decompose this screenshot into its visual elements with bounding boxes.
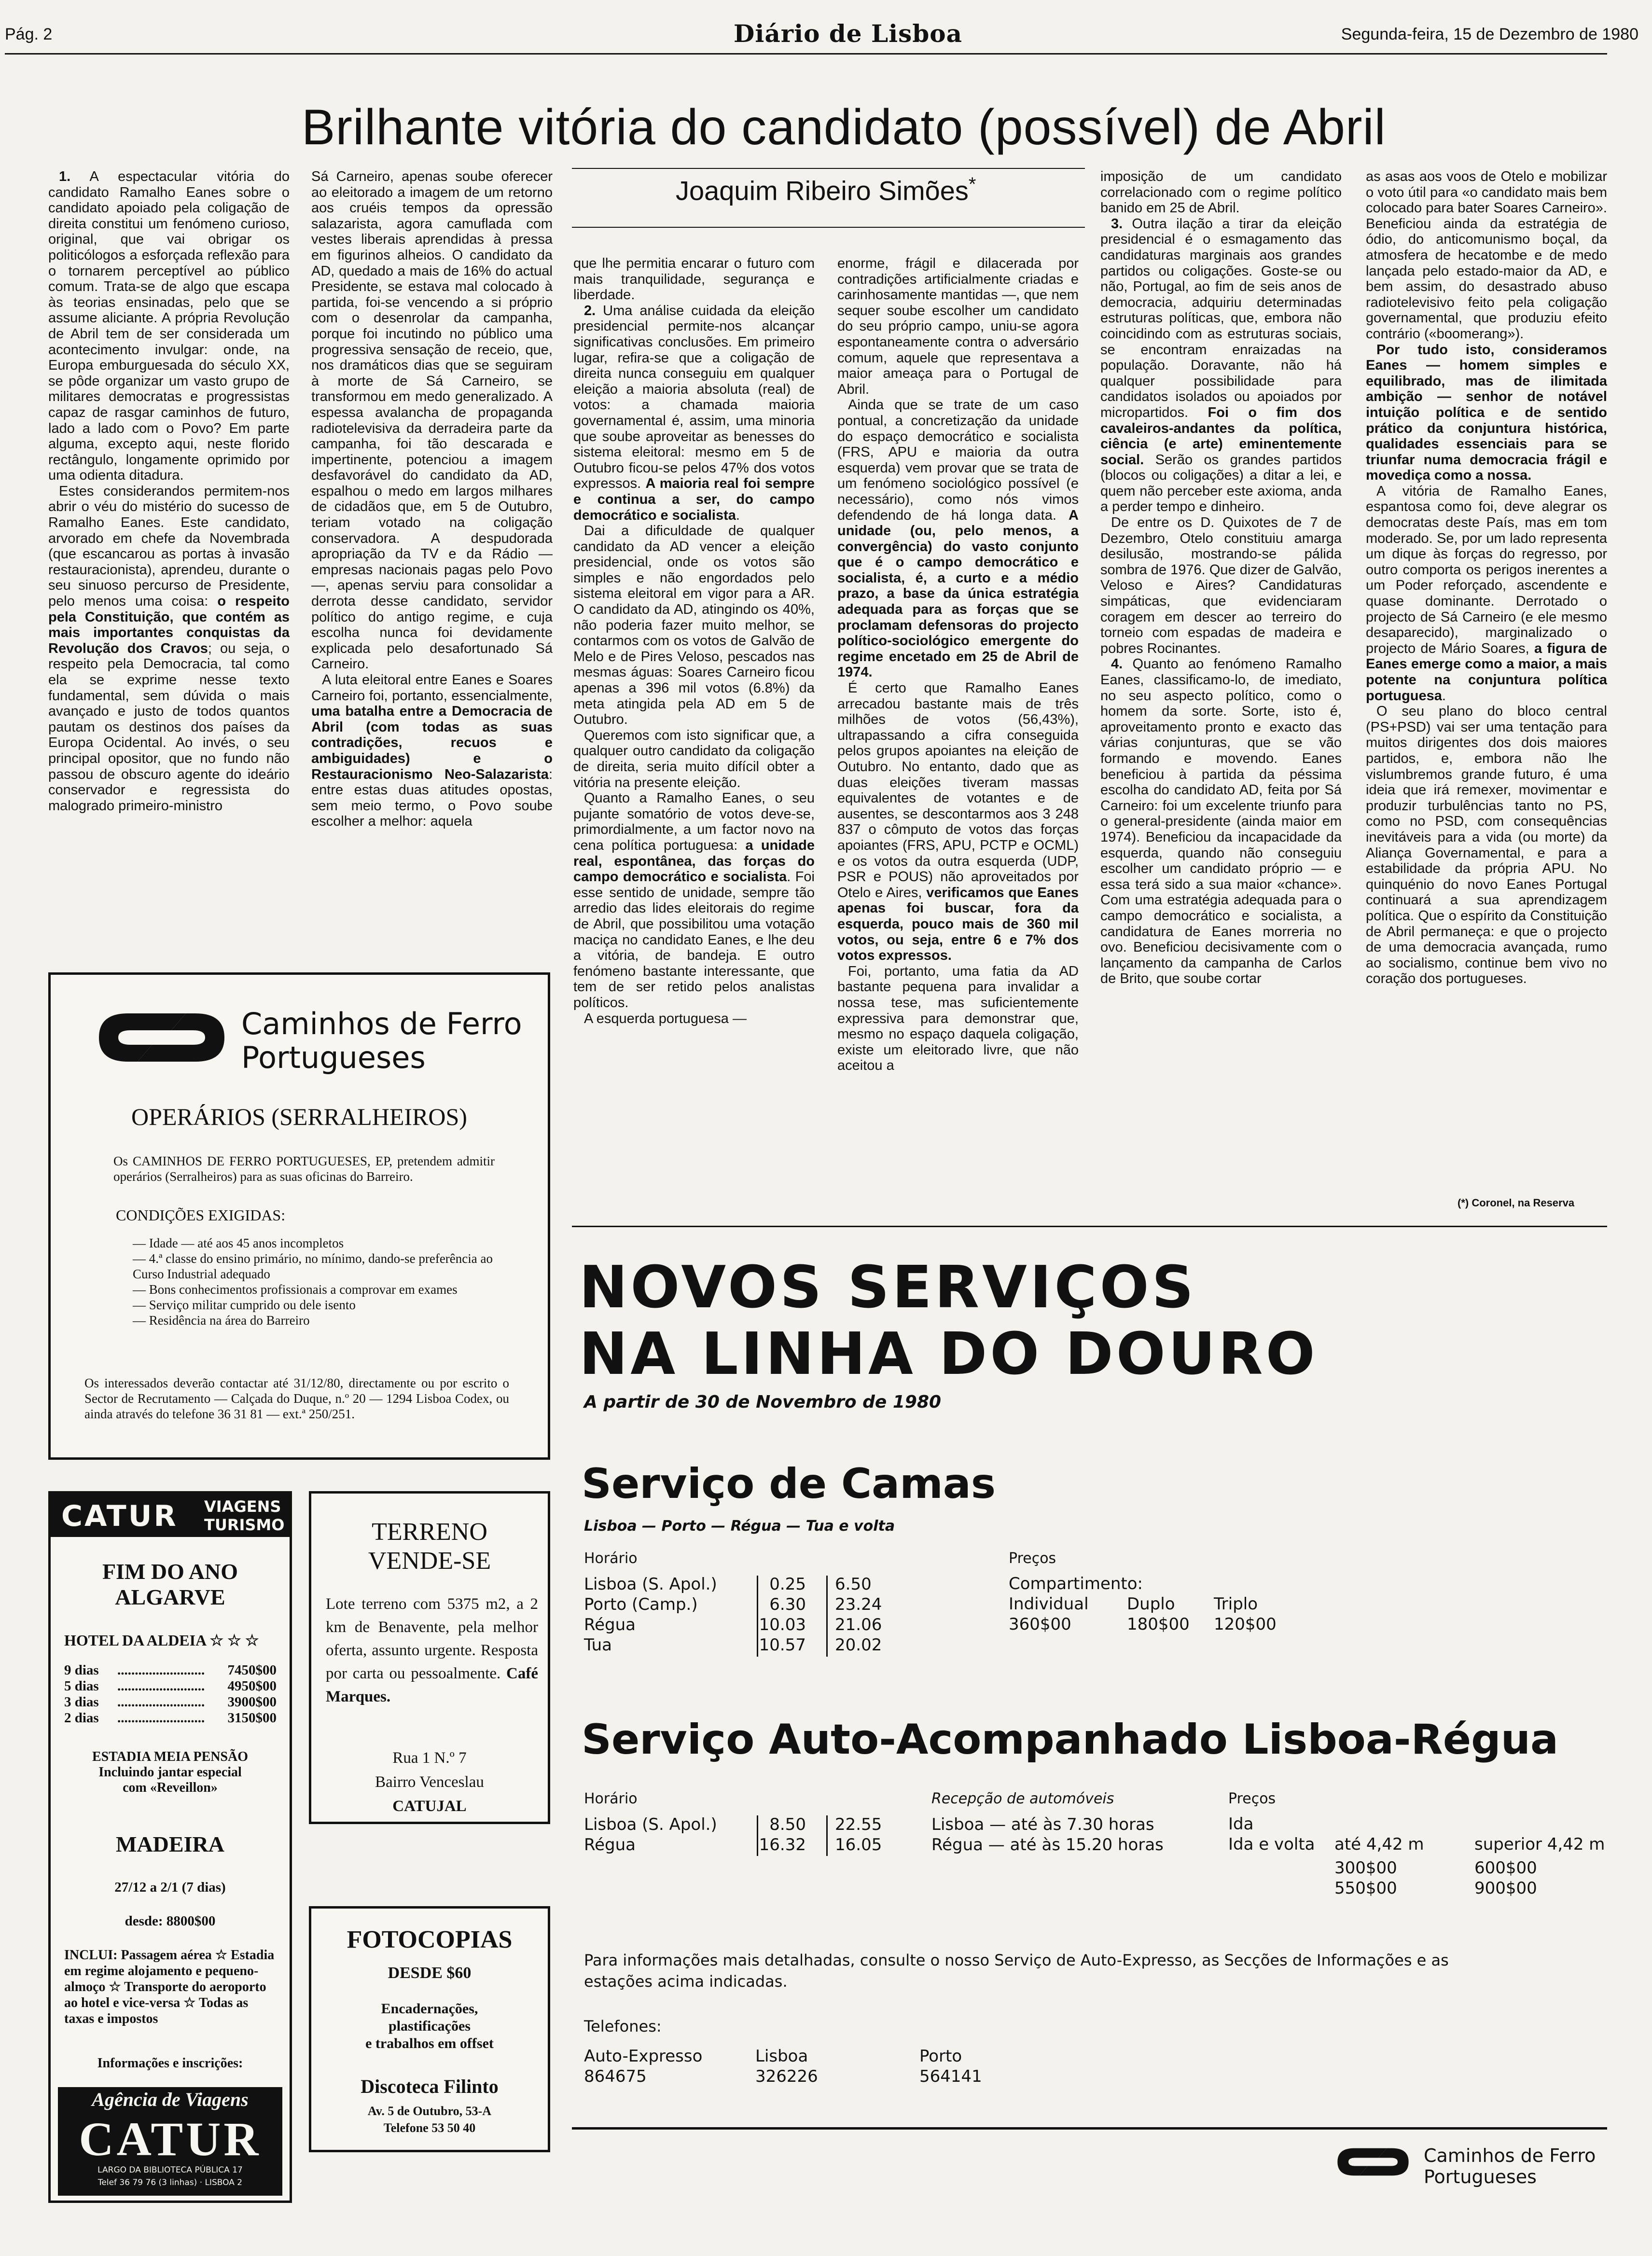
paragraph: as asas aos voos de Otelo e mobilizar o voto útil para «o candidato mais bem colocado para bater Soares Carneiro». Beneficiou ainda da estratégia de ódio, do anticomunismo boçal, da atmosfera de hecatombe e de medo lançada pelo estado-maior da AD, e bem assim, do desastrado abuso radiotelevisivo feito pela coligação governamental, que produziu efeito contrário («boomerang»). (1366, 169, 1607, 342)
catur-price: 4950$00 (227, 1678, 277, 1694)
catur-stay1: ESTADIA MEIA PENSÃO (92, 1749, 249, 1764)
terreno-addr3: CATUJAL (392, 1798, 467, 1815)
paragraph: De entre os D. Quixotes de 7 de Dezembro, Otelo constituiu amarga desilusão, mostrando-se pálida sombra de 1976. Que dizer de Galvão, Veloso e Aires? Candidaturas simpáticas, que evidenciaram coragem em descer ao terreiro do torneio com espadas de madeira e pobres Rocinantes. (1100, 515, 1342, 656)
phone-list (584, 2046, 982, 2087)
compart-price: 180$00 (1127, 1615, 1190, 1634)
station: Lisboa (S. Apol.) (584, 1815, 717, 1834)
ad-catur (48, 1491, 292, 2203)
paragraph: 2. Uma análise cuidada da eleição presidencial permite-nos alcançar significativas conclusões. Em primeiro lugar, refira-se que a coligação de direita nunca conseguiu em qualquer eleição a maioria absoluta (real) de votos: a chamada maioria governamental é, assim, uma minoria que soube aproveitar as benesses do sistema eleitoral: mesmo em 5 de Outubro ficou-se pelos 47% dos votos expressos. A maioria real foi sempre e continua a ser, do campo democrático e socialista. (573, 303, 815, 523)
article-column-6 (1366, 169, 1607, 987)
masthead: Diário de Lisboa (734, 19, 963, 48)
compart-prices (1009, 1615, 1301, 1634)
service1: Encadernações, (381, 2001, 478, 2017)
camas-timetable (584, 1574, 888, 1655)
terreno-text: Lote terreno com 5375 m2, a 2 km de Benavente, pela melhor oferta, assunto urgente. Resposta por carta ou pessoalmente. (326, 1595, 538, 1682)
paragraph: 1. A espectacular vitória do candidato Ramalho Eanes sobre o candidato apoiado pela coligação de direita constitui um fenómeno curioso, original, que vai obrigar os politicólogos a esforçada reflexão para o tornarem perceptível ao público comum. Trata-se de algo que escapa às teorias ensinadas, pelo que se assume aliciante. A própria Revolução de Abril tem de ser considerada um acontecimento invulgar: onde, na Europa emburguesada do século XX, se pôde organizar um vasto grupo de militares democratas e progressistas capaz de rasgar caminhos de futuro, lado a lado com o Povo? Em parte alguma, excepto aqui, neste florido rectângulo, longamente oprimido por uma odienta ditadura. (48, 169, 290, 484)
compart-type: Individual (1009, 1594, 1089, 1614)
station: Régua (584, 1835, 636, 1855)
station: Tua (584, 1635, 612, 1655)
cp-brand-line1: Caminhos de Ferro (241, 1006, 522, 1041)
leader-dots: ......................... (117, 1710, 205, 1726)
article-headline: Brilhante vitória do candidato (possível) de Abril (302, 99, 1386, 155)
paragraph: A esquerda portuguesa — (584, 1010, 747, 1026)
conditions-list (133, 1235, 500, 1328)
timetable-row (584, 1814, 888, 1835)
douro-title2: NA LINHA DO DOURO (579, 1321, 1318, 1388)
auto-price: 600$00 (1474, 1858, 1537, 1878)
camas-horario-label: Horário (584, 1550, 638, 1567)
compart-price: 360$00 (1009, 1615, 1071, 1634)
compart-label: Compartimento: (1009, 1574, 1143, 1593)
compart-type: Duplo (1127, 1594, 1175, 1614)
emphasis: 1. (59, 169, 71, 184)
conditions-title: CONDIÇÕES EXIGIDAS: (116, 1206, 286, 1224)
phone-name: Auto-Expresso (584, 2047, 703, 2066)
condition-item: — 4.ª classe do ensino primário, no mínimo, dando-se preferência ao Curso Industrial adequado (133, 1251, 493, 1281)
catur-days: 2 dias (64, 1710, 99, 1726)
compart-types (1009, 1594, 1301, 1614)
fotocopias-services (311, 2000, 548, 2052)
timetable-arrow-up (826, 1576, 828, 1657)
emphasis: 4. (1111, 656, 1123, 672)
article-column-5 (1100, 169, 1342, 987)
catur-days: 3 dias (64, 1694, 99, 1710)
terreno-body (326, 1592, 538, 1708)
emphasis: A unidade (ou, pelo menos, a convergência) do vasto conjunto que é o campo democrático e socialista, é, a curto e a médio prazo, a base da única estratégia adequada para as forças que se proclamam defensoras do projecto político-sociológico emergente do regime encetado em 25 de Abril de 1974. (837, 507, 1079, 680)
catur-days: 9 dias (64, 1662, 99, 1678)
emphasis: o respeito pela Constituição, que contém as mais importantes conquistas da Revolução dos Cravos (48, 594, 290, 656)
paragraph: 4. Quanto ao fenómeno Ramalho Eanes, classificamo-lo, de imediato, no seu aspecto político, como o homem da sorte. Sorte, isto é, aproveitamento pronto e exacto das várias conjunturas, que se vão formando e movendo. Eanes beneficiou à partida da péssima escolha do candidato AD, feita por Sá Carneiro: foi um excelente triunfo para o general-presidente (ainda maior em 1974). Beneficiou da incapacidade da esquerda, quando não conseguiu escolher um candidato próprio — e essa terá sido a sua maior «chance». Com uma estratégia adequada para o campo democrático e socialista, a candidatura de Eanes morreria no ovo. Beneficiou decisivamente com o lançamento da campanha de Carlos de Brito, que soube cortar (1100, 656, 1342, 987)
catur-stay2: Incluindo jantar especial (98, 1765, 242, 1780)
article-column-2 (311, 169, 553, 830)
timetable-row (584, 1615, 888, 1635)
emphasis: a unidade real, espontânea, das forças do campo democrático e socialista (573, 837, 815, 885)
ad-cp-jobs (48, 972, 550, 1460)
time-out: 0.25 (769, 1575, 806, 1594)
douro-brand-line2: Portugueses (1424, 2166, 1537, 2187)
camas-route: Lisboa — Porto — Régua — Tua e volta (584, 1518, 895, 1535)
phone-entry (755, 2046, 919, 2087)
recepcao-list (931, 1814, 1164, 1855)
tel-label: Telefones: (584, 2017, 662, 2035)
douro-subtitle: A partir de 30 de Novembro de 1980 (584, 1392, 942, 1412)
terreno-addr1: Rua 1 N.º 7 (392, 1749, 467, 1767)
catur-price-list (64, 1662, 277, 1726)
paragraph: O seu plano do bloco central (PS+PSD) vai ser uma tentação para muitos dirigentes dos dois maiores partidos, e, embora não lhe vislumbremos grande futuro, é uma ideia que irá remexer, movimentar e produzir turbulências tanto no PS, como no PSD, com consequências inevitáveis para a vida (ou morte) da Aliança Governamental, e para a estabilidade da própria APU. No quinquénio do novo Eanes Portugal continuará a sua aprendizagem política. Que o espírito da Constituição de Abril permaneça: e que o projecto de uma democracia avançada, rumo ao socialismo, continue bem vivo no coração dos portugueses. (1366, 704, 1607, 987)
cp-logo-icon (89, 1004, 234, 1071)
emphasis: 3. (1111, 216, 1123, 232)
timetable-row (584, 1635, 888, 1655)
auto-ida-label: Ida (1228, 1814, 1254, 1834)
douro-brand-line1: Caminhos de Ferro (1424, 2145, 1596, 2166)
catur-price-row (64, 1678, 277, 1694)
phone-number: 564141 (919, 2067, 982, 2086)
terreno-title1: TERRENO (372, 1518, 487, 1546)
catur-hotel: HOTEL DA ALDEIA ☆ ☆ ☆ (64, 1632, 259, 1649)
catur-madeira: MADEIRA (116, 1832, 224, 1856)
timetable-row (584, 1835, 888, 1855)
timetable-arrow-down (757, 1576, 758, 1657)
auto-price: 550$00 (1334, 1879, 1397, 1898)
catur-madeira-dates: 27/12 a 2/1 (7 dias) (114, 1880, 226, 1895)
article-column-1 (48, 169, 290, 814)
time-out: 16.32 (759, 1835, 806, 1855)
auto-price-row (1334, 1858, 1537, 1878)
station: Porto (Camp.) (584, 1595, 698, 1614)
catur-price: 3150$00 (227, 1710, 277, 1726)
byline-mark: * (968, 174, 976, 195)
station: Régua (584, 1615, 636, 1634)
paragraph (1366, 342, 1607, 484)
paragraph: A luta eleitoral entre Eanes e Soares Carneiro foi, portanto, essencialmente, uma batalha entre a Democracia de Abril (com todas as suas contradições, recuos e ambiguidades) e o Restauracionismo Neo-Salazarista: entre estas duas atitudes opostas, sem meio termo, o Povo soube escolher a melhor: aquela (311, 672, 553, 830)
ad-fotocopias (309, 1906, 550, 2152)
phone-entry (584, 2046, 755, 2087)
timetable-arrow-down (757, 1815, 758, 1856)
condition-item: — Residência na área do Barreiro (133, 1313, 310, 1328)
paragraph: É certo que Ramalho Eanes arrecadou bastante mais de três milhões de votos (56,43%), ultrapassando a cifra conseguida pelos grupos apoiantes na eleição de Outubro. No entanto, dado que as duas eleições tiveram massas equivalentes de votantes e de ausentes, se descontarmos aos 3 248 837 o cômputo de votos das forças apoiantes (FRS, APU, PCTP e OCML) e os votos da outra esquerda (UDP, PSR e POUS) não aproveitados por Otelo e Aires, verificamos que Eanes apenas foi buscar, fora da esquerda, pouco mais de 360 mil votos, ou seja, entre 6 e 7% dos votos expressos. (837, 680, 1079, 964)
auto-timetable (584, 1814, 888, 1855)
footnote: (*) Coronel, na Reserva (1458, 1197, 1575, 1209)
condition-item: — Serviço militar cumprido ou dele isento (133, 1298, 356, 1312)
catur-price: 3900$00 (227, 1694, 277, 1710)
time-ret: 21.06 (835, 1615, 882, 1634)
catur-price: 7450$00 (227, 1662, 277, 1678)
catur-title1: FIM DO ANO (102, 1559, 238, 1584)
auto-price-grid (1334, 1858, 1537, 1898)
catur-stay (51, 1749, 290, 1796)
ida-volta-label: Ida e volta (1228, 1835, 1315, 1854)
page-number: Pág. 2 (5, 25, 53, 43)
catur-stay3: com «Reveillon» (123, 1780, 218, 1795)
article-byline (676, 174, 976, 207)
emphasis: verificamos que Eanes apenas foi buscar, fora da esquerda, pouco mais de 360 mil votos, ou seja, entre 6 e 7% dos votos expressos. (837, 885, 1079, 964)
paragraph: que lhe permitia encarar o futuro com mais tranquilidade, segurança e liberdade. (573, 256, 815, 303)
cp-logo-icon (1332, 2143, 1414, 2181)
emphasis: 2. (584, 303, 596, 318)
auto-size-row (1228, 1835, 1605, 1854)
catur-title2: ALGARVE (115, 1585, 225, 1609)
auto-precos-label: Preços (1228, 1790, 1276, 1807)
auto-price: 900$00 (1474, 1879, 1537, 1898)
emphasis: a figura de Eanes emerge como a maior, a mais potente na conjuntura política portuguesa (1366, 640, 1607, 704)
time-ret: 20.02 (835, 1635, 882, 1655)
recepcao-label: Recepção de automóveis (931, 1790, 1114, 1807)
paragraph: Queremos com isto significar que, a qualquer outro candidato da coligação de direita, seria muito difícil obter a vitória na presente eleição. (573, 727, 815, 790)
auto-price-row (1334, 1878, 1537, 1898)
paragraph: Foi, portanto, uma fatia da AD bastante pequena para invalidar a nossa tese, mas suficientemente expressiva para demonstrar que, mesmo no espaço daquela coligação, existe um eleitorado livre, que não aceitou a (837, 963, 1079, 1074)
timetable-arrow-up (826, 1815, 828, 1856)
catur-price-row (64, 1694, 277, 1710)
catur-price-row (64, 1710, 277, 1726)
phone-name: Porto (919, 2047, 962, 2066)
catur-agency-line: Agência de Viagens (92, 2089, 249, 2110)
byline-rule-top (572, 168, 1085, 169)
camas-precos-label: Preços (1009, 1550, 1056, 1567)
cp-brand-line2: Portugueses (241, 1040, 426, 1075)
phone-entry (919, 2046, 982, 2087)
station: Lisboa (S. Apol.) (584, 1575, 717, 1594)
douro-brand (1424, 2145, 1596, 2187)
service2: plastificações (389, 2018, 471, 2034)
catur-price-row (64, 1662, 277, 1678)
catur-agency-addr1: LARGO DA BIBLIOTECA PÚBLICA 17 (97, 2165, 243, 2175)
catur-brand: CATUR (61, 1499, 178, 1533)
douro-title (579, 1255, 1318, 1388)
recepcao-row: Lisboa — até às 7.30 horas (931, 1815, 1154, 1834)
phone-number: 326226 (755, 2067, 818, 2086)
time-out: 10.03 (759, 1615, 806, 1634)
paragraph: Estes considerandos permitem-nos abrir o véu do mistério do sucesso de Ramalho Eanes. Este candidato, arvorado em chefe da Novembrada (que escancarou as portas à invasão restauracionista), aprendeu, durante o seu sinuoso percurso de Presidente, pelo menos uma coisa: o respeito pela Constituição, que contém as mais importantes conquistas da Revolução dos Cravos; ou seja, o respeito pela Democracia, tal como ela se exprime nesse texto fundamental, sem dúvida o mais avançado e justo de todos quantos pautam os destinos dos países da Europa Ocidental. Ao invés, o seu principal opositor, que no fundo não passou de obscuro agente do ideário conservador e regressista do malogrado primeiro-ministro (48, 483, 290, 814)
emphasis: Por tudo isto, consideramos Eanes — homem simples e equilibrado, mas de ilimitada ambição — senhor de notável intuição política e de sentido prático da conjuntura histórica, qualidades essenciais para se triunfar numa democracia frágil e movediça como a nossa. (1366, 342, 1607, 484)
terreno-addr2: Bairro Venceslau (375, 1773, 484, 1791)
time-ret: 22.55 (835, 1815, 882, 1834)
leader-dots: ......................... (117, 1662, 205, 1678)
catur-agency-addr2: Telef 36 79 76 (3 linhas) · LISBOA 2 (97, 2178, 243, 2187)
recepcao-row: Régua — até às 15.20 horas (931, 1835, 1164, 1855)
ad-intro: Os CAMINHOS DE FERRO PORTUGUESES, EP, pretendem admitir operários (Serralheiros) para as suas oficinas do Barreiro. (113, 1154, 495, 1184)
terreno-name: Café Marques. (326, 1665, 538, 1705)
phone-name: Lisboa (755, 2047, 808, 2066)
catur-agency-name: CATUR (79, 2112, 262, 2166)
ad-terreno (309, 1491, 550, 1824)
catur-sub2: TURISMO (204, 1516, 285, 1534)
compart-price: 120$00 (1214, 1615, 1277, 1634)
catur-info: Informações e inscrições: (97, 2056, 243, 2071)
byline-rule-bottom (572, 227, 1085, 228)
emphasis: uma batalha entre a Democracia de Abril (com todas as suas contradições, recuos e ambiguidades) e o Restauracionismo Neo-Salazarista (311, 704, 553, 782)
paragraph: Quanto a Ramalho Eanes, o seu pujante somatório de votos deve-se, primordialmente, a um factor novo na cena política portuguesa: a unidade real, espontânea, das forças do campo democrático e socialista. Foi esse sentido de unidade, sempre tão arredio das lides eleitorais do regime de Abril, que possibilitou uma votação maciça no candidato Eanes, e lhe deu a vitória, de bandeja. E outro fenómeno bastante interessante, que tem de ser retido pelos analistas políticos. (573, 790, 815, 1010)
fotocopias-shop: Discoteca Filinto (361, 2076, 499, 2097)
auto-horario-label: Horário (584, 1790, 638, 1807)
condition-item: — Idade — até aos 45 anos incompletos (133, 1236, 344, 1250)
article-column-3 (573, 256, 815, 1026)
fotocopias-price: DESDE $60 (388, 1964, 472, 1982)
paragraph: Dai a dificuldade de qualquer candidato da AD vencer a eleição presidencial, onde os votos são simples e não engordados pelo sistema eleitoral em vigor para a AR. O candidato da AD, atingindo os 40%, não poderia fazer muito melhor, se contarmos com os votos de Galvão de Melo e de Pires Veloso, pescados nas mesmas águas: Soares Carneiro ficou apenas a 396 mil votos (6.8%) da meta atingida pela AD em 5 de Outubro. (573, 523, 815, 728)
leader-dots: ......................... (117, 1678, 205, 1694)
ad-title: OPERÁRIOS (SERRALHEIROS) (131, 1103, 467, 1130)
compart-type: Triplo (1214, 1594, 1258, 1614)
auto-title: Serviço Auto-Acompanhado Lisboa-Régua (582, 1716, 1558, 1764)
phone-number: 864675 (584, 2067, 647, 2086)
time-out: 8.50 (769, 1815, 806, 1834)
time-ret: 6.50 (835, 1575, 872, 1594)
paragraph: 3. Outra ilação a tirar da eleição presidencial é o esmagamento das candidaturas marginais aos grandes partidos ou coligações. Goste-se ou não, Portugal, ao fim de seis anos de democracia, adquiriu determinadas estruturas políticas, que, embora não coincidindo com as estruturas sociais, se encontram enraizadas na população. Doravante, não há qualquer possibilidade para candidatos isolados ou apoiados por micropartidos. Foi o fim dos cavaleiros-andantes da política, ciência (e arte) eminentemente social. Serão os grandes partidos (blocos ou coligações) a ditar a lei, e quem não perceber este axioma, anda a perder tempo e dinheiro. (1100, 216, 1342, 515)
byline-name: Joaquim Ribeiro Simões (676, 175, 969, 206)
paragraph: Sá Carneiro, apenas soube oferecer ao eleitorado a imagem de um retorno aos cruéis tempos da opressão salazarista, agora camuflada com vestes liberais aprendidas à pressa em figurinos alheios. O candidato da AD, quedado a mais de 16% do actual Presidente, se estava mal colocado à partida, foi-se vencendo a si próprio com o desenrolar da campanha, porque foi incutindo no público uma progressiva sensação de receio, que, nos dramáticos dias que se seguiram à morte de Sá Carneiro, se transformou em medo generalizado. A espessa avalancha de propaganda radiotelevisiva da derradeira parte da campanha, foi tão descarada e impertinente, potenciou a imagem desfavorável do candidato da AD, espalhou o medo em largos milhares de cidadãos que, em 5 de Outubro, teriam votado na coligação conservadora. A despudorada apropriação da TV e da Rádio — empresas nacionais pagas pelo Povo —, apenas serviu para consolidar a derrota desse candidato, servidor político do antigo regime, e cuja escolha nunca foi devidamente explicada pelo desafortunado Sá Carneiro. (311, 169, 553, 672)
article-end-rule (572, 1226, 1607, 1227)
timetable-row (584, 1594, 888, 1615)
issue-date: Segunda-feira, 15 de Dezembro de 1980 (1341, 25, 1638, 43)
time-ret: 16.05 (835, 1835, 882, 1855)
catur-days: 5 dias (64, 1678, 99, 1694)
emphasis: Foi o fim dos cavaleiros-andantes da política, ciência (e arte) eminentemente social. (1100, 404, 1342, 468)
catur-sub1: VIAGENS (204, 1497, 281, 1516)
size-col: até 4,42 m (1334, 1835, 1424, 1854)
douro-info: Para informações mais detalhadas, consulte o nosso Serviço de Auto-Expresso, as Secções de Informações e as estações acima indicadas. (584, 1951, 1449, 1991)
paragraph: enorme, frágil e dilacerada por contradições artificialmente criadas e carinhosamente mantidas —, que nem sequer soube escolher um candidato do seu próprio campo, uniu-se agora espontaneamente contra o adversário comum, aquele que representava a maior ameaça para o Portugal de Abril. (837, 256, 1079, 397)
emphasis: A maioria real foi sempre e continua a ser, do campo democrático e socialista (573, 476, 815, 523)
camas-title: Serviço de Camas (582, 1460, 996, 1508)
timetable-row (584, 1574, 888, 1594)
ad-contact: Os interessados deverão contactar até 31/12/80, directamente ou por escrito o Sector de Recrutamento — Calçada do Duque, n.º 20 — 1294 Lisboa Codex, ou ainda através do telefone 36 31 81 — ext.ª 250/251. (84, 1376, 509, 1421)
catur-madeira-price: desde: 8800$00 (125, 1913, 216, 1929)
service3: e trabalhos em offset (365, 2035, 494, 2051)
catur-includes: INCLUI: Passagem aérea ☆ Estadia em regime alojamento e pequeno-almoço ☆ Transporte do aeroporto ao hotel e vice-versa ☆ Todas as taxas e impostos (64, 1948, 275, 2026)
fotocopias-phone: Telefone 53 50 40 (383, 2121, 476, 2135)
time-ret: 23.24 (835, 1595, 882, 1614)
douro-bottom-rule (572, 2127, 1607, 2130)
paragraph: imposição de um candidato correlacionado com o regime político banido em 25 de Abril. (1100, 169, 1342, 216)
leader-dots: ......................... (117, 1694, 205, 1710)
fotocopias-addr: Av. 5 de Outubro, 53-A (367, 2104, 492, 2118)
time-out: 10.57 (759, 1635, 806, 1655)
terreno-title2: VENDE-SE (368, 1547, 491, 1575)
paragraph: Ainda que se trate de um caso pontual, a concretização da unidade do espaço democrático e socialista (FRS, APU e maioria da outra esquerda) vem provar que se trata de um fenómeno sociológico possível (e necessário), como nós vimos defendendo de há longa data. A unidade (ou, pelo menos, a convergência) do vasto conjunto que é o campo democrático e socialista, é, a curto e a médio prazo, a base da única estratégia adequada para as forças que se proclamam defensoras do projecto político-sociológico emergente do regime encetado em 25 de Abril de 1974. (837, 397, 1079, 680)
douro-title1: NOVOS SERVIÇOS (579, 1254, 1197, 1321)
time-out: 6.30 (769, 1595, 806, 1614)
condition-item: — Bons conhecimentos profissionais a comprovar em exames (133, 1282, 458, 1297)
size-col: superior 4,42 m (1474, 1835, 1605, 1854)
auto-price: 300$00 (1334, 1858, 1397, 1878)
fotocopias-title: FOTOCOPIAS (347, 1926, 513, 1953)
paragraph: A vitória de Ramalho Eanes, espantosa como foi, deve alegrar os democratas deste País, mas em tom moderado. Se, por um lado representa um dique às forças do regresso, por outro comporta os perigos inerentes a um Poder reforçado, ascendente e quase dominante. Derrotado o projecto de Sá Carneiro (e ele mesmo desaparecido), marginalizado o projecto de Mário Soares, a figura de Eanes emerge como a maior, a mais potente na conjuntura política portuguesa. (1366, 483, 1607, 704)
article-column-4 (837, 256, 1079, 1074)
header-rule (5, 53, 1607, 55)
